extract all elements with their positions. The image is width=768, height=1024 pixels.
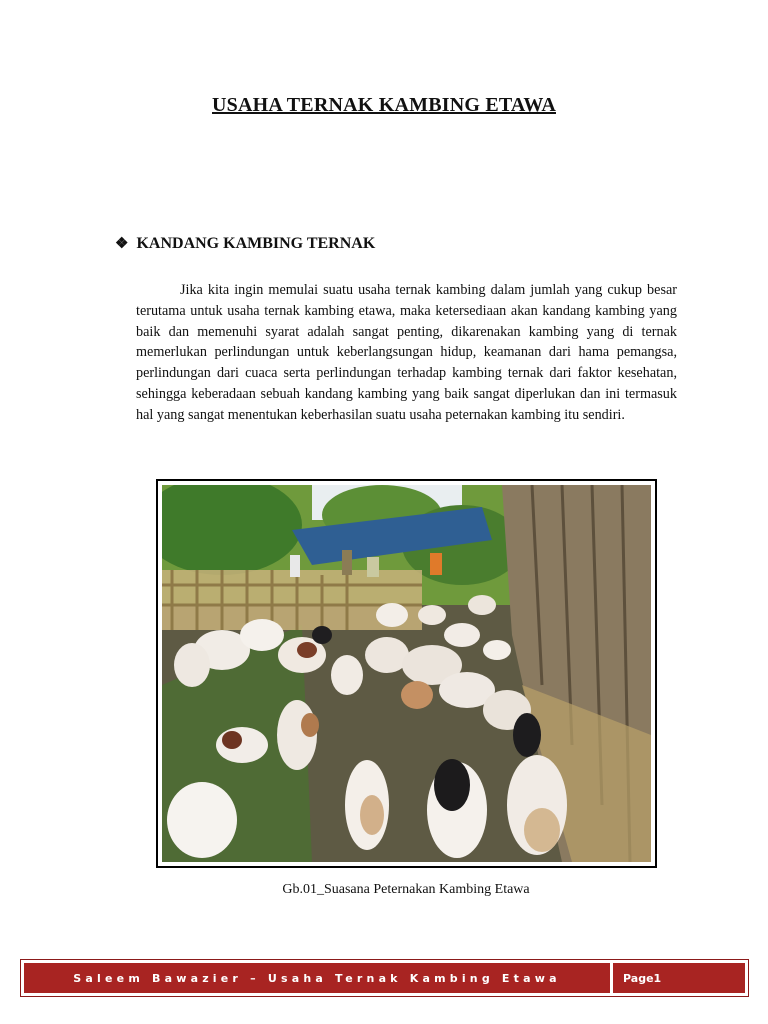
page-number: Page1 <box>613 963 745 993</box>
goat-farm-photo <box>156 479 657 868</box>
section-heading-text: KANDANG KAMBING TERNAK <box>136 234 376 252</box>
body-paragraph: Jika kita ingin memulai suatu usaha ternak kambing dalam jumlah yang cukup besar terutama untuk usaha ternak kambing etawa, maka ketersediaan akan kandang kambing yang baik dan memenuhi syarat adalah sangat penting, dikarenakan kambing yang di ternak memerlukan perlindungan untuk keberlangsungan hidup, keamanan dari hama pemangsa, perlindungan dari cuaca serta perlindungan terhadap kambing ternak dari faktor kesehatan, sehingga keberadaan sebuah kandang kambing yang baik sangat diperlukan dan ini termasuk hal yang sangat menentukan keberhasilan suatu usaha peternakan kambing itu sendiri. <box>136 282 677 423</box>
goat-pen-illustration <box>162 485 651 862</box>
figure-caption: Gb.01_Suasana Peternakan Kambing Etawa <box>282 882 530 897</box>
diamond-bullet-icon: ❖ <box>115 236 129 252</box>
page-footer <box>20 959 749 997</box>
footer-author-title: Saleem Bawazier – Usaha Ternak Kambing Etawa <box>24 963 610 993</box>
document-title: USAHA TERNAK KAMBING ETAWA <box>212 94 556 116</box>
section-heading <box>115 234 375 253</box>
